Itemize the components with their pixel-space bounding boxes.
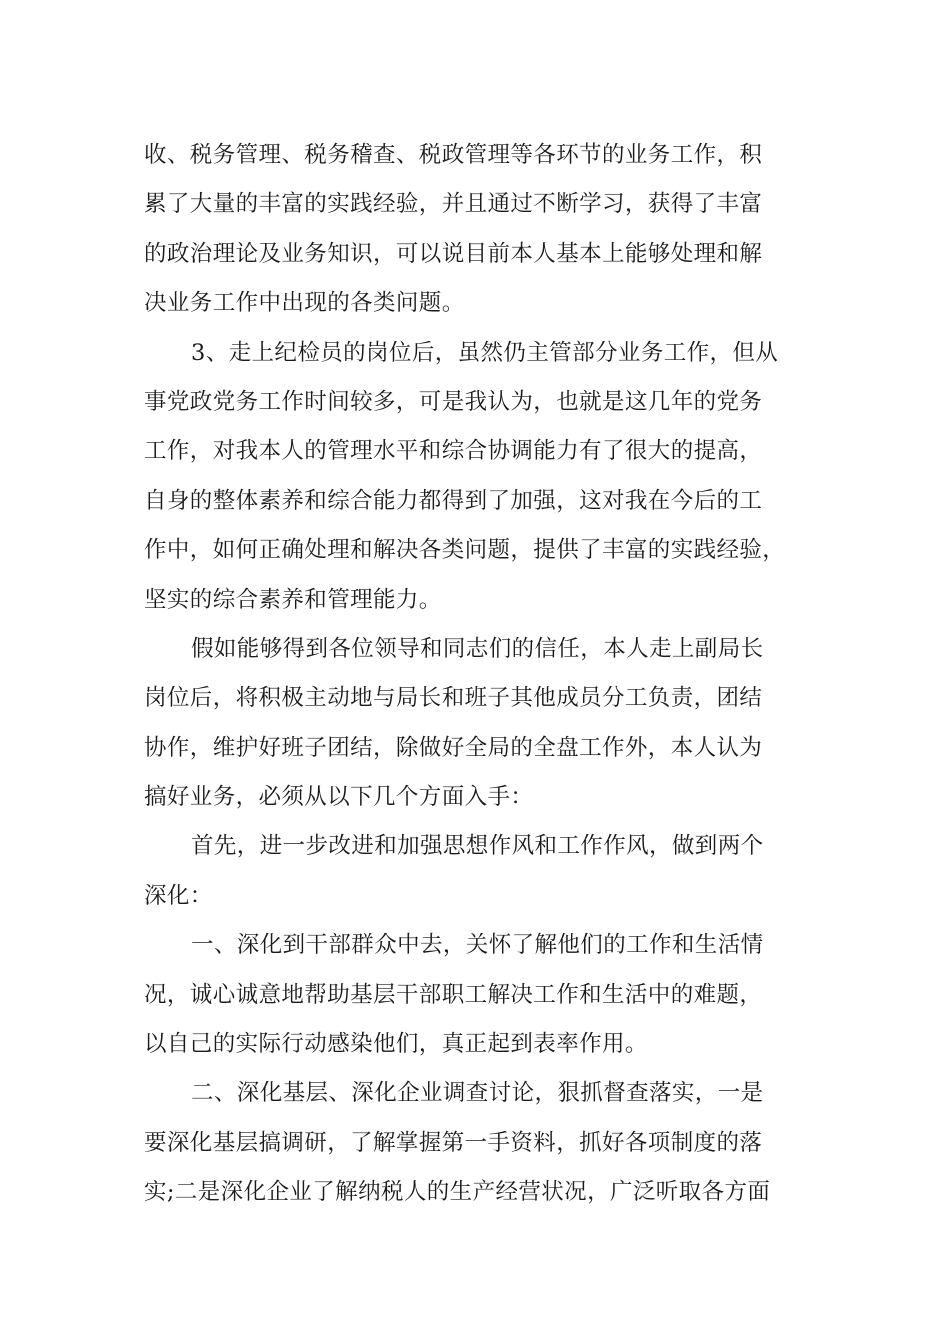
text-line: 要深化基层搞调研，了解掌握第一手资料，抓好各项制度的落: [144, 1129, 763, 1156]
text-line: 自身的整体素养和综合能力都得到了加强，这对我在今后的工: [144, 487, 763, 514]
text-line: 岗位后，将积极主动地与局长和班子其他成员分工负责，团结: [144, 685, 763, 712]
paragraph-start: 首先，进一步改进和加强思想作风和工作作风，做到两个: [191, 833, 764, 860]
paragraph-start: 二、深化基层、深化企业调查讨论，狠抓督查落实，一是: [191, 1080, 764, 1107]
paragraph-start: 3、走上纪检员的岗位后，虽然仍主管部分业务工作，但从: [191, 339, 779, 366]
paragraph-start: 假如能够得到各位领导和同志们的信任，本人走上副局长: [191, 635, 764, 662]
text-line: 事党政党务工作时间较多，可是我认为，也就是这几年的党务: [144, 388, 763, 415]
text-line: 况，诚心诚意地帮助基层干部职工解决工作和生活中的难题，: [144, 981, 763, 1008]
body-text: [144, 131, 824, 1218]
text-line: 实;二是深化企业了解纳税人的生产经营状况，广泛听取各方面: [144, 1179, 771, 1206]
text-line: 决业务工作中出现的各类问题。: [144, 290, 465, 317]
text-line: 以自己的实际行动感染他们，真正起到表率作用。: [144, 1031, 648, 1058]
text-line: 的政治理论及业务知识，可以说目前本人基本上能够处理和解: [144, 240, 763, 267]
text-line: 工作，对我本人的管理水平和综合协调能力有了很大的提高，: [144, 438, 763, 465]
text-line: 收、税务管理、税务稽查、税政管理等各环节的业务工作，积: [144, 142, 763, 168]
text-line: 深化：: [144, 882, 213, 909]
text-line: 搞好业务，必须从以下几个方面入手：: [144, 784, 534, 811]
text-line: 作中，如何正确处理和解决各类问题，提供了丰富的实践经验，: [144, 537, 786, 564]
text-line: 累了大量的丰富的实践经验，并且通过不断学习，获得了丰富: [144, 191, 763, 218]
paragraph-start: 一、深化到干部群众中去，关怀了解他们的工作和生活情: [191, 932, 764, 959]
text-line: 坚实的综合素养和管理能力。: [144, 586, 442, 613]
text-line: 协作，维护好班子团结，除做好全局的全盘工作外，本人认为: [144, 734, 763, 761]
